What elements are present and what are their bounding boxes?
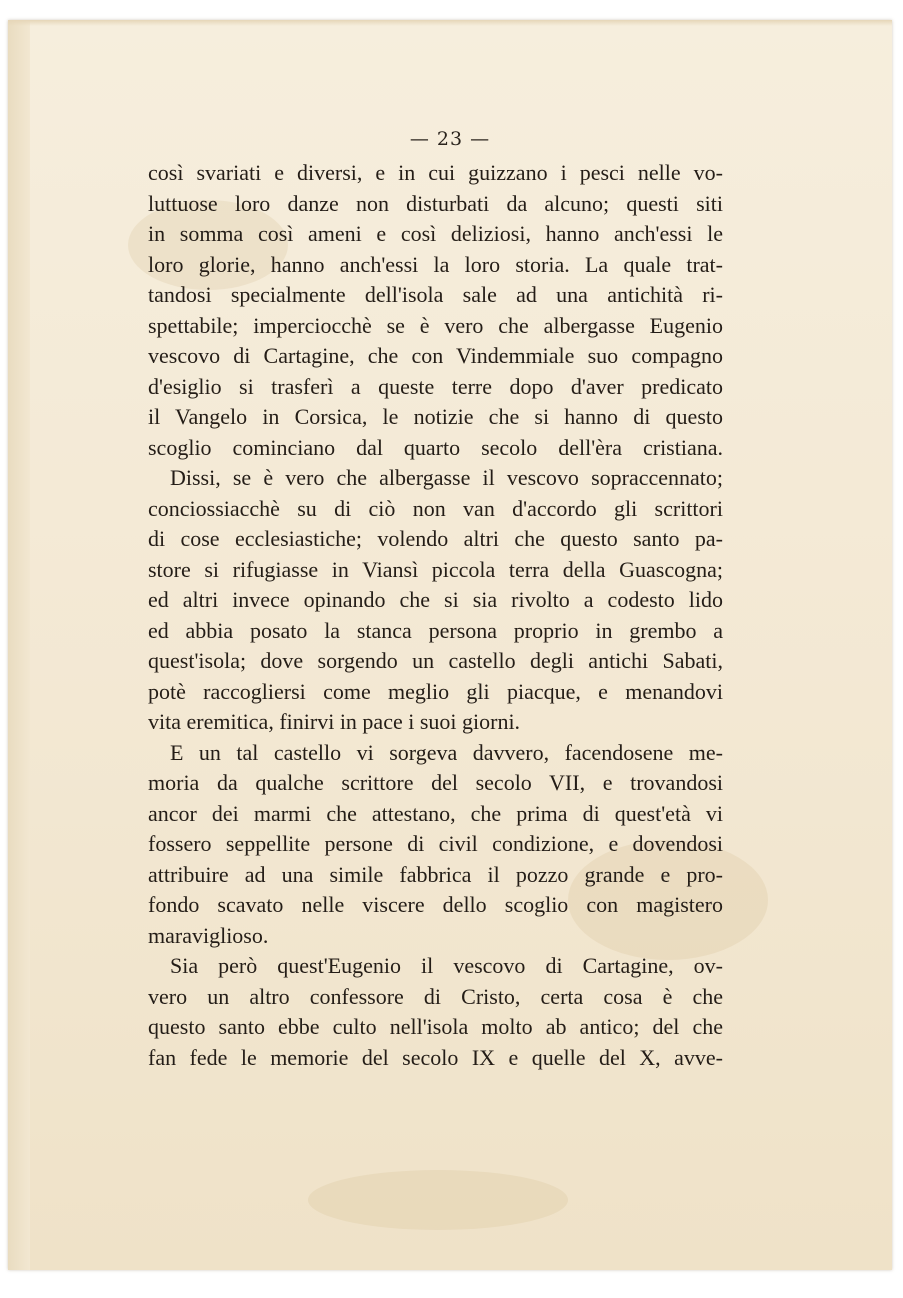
text-line: quest'isola; dove sorgendo un castello degli antichi Sabati,: [148, 648, 723, 673]
text-line: il Vangelo in Corsica, le notizie che si hanno di questo: [148, 404, 723, 429]
text-line: vero un altro confessore di Cristo, certa cosa è che: [148, 983, 723, 1009]
text-line: fan fede le memorie del secolo IX e quelle del X, avve-: [148, 1044, 723, 1070]
text-line: ed abbia posato la stanca persona proprio in grembo a: [148, 617, 723, 643]
paper-sheet: [8, 20, 892, 1270]
text-line: Dissi, se è vero che albergasse il vescovo sopraccennato;: [170, 465, 723, 490]
text-line: questo santo ebbe culto nell'isola molto ab antico; del che: [148, 1014, 723, 1039]
paragraph: [148, 463, 723, 738]
text-line: spettabile; imperciocchè se è vero che albergasse Eugenio: [148, 312, 723, 338]
paragraph: [148, 158, 723, 463]
text-line: ancor dei marmi che attestano, che prima di quest'età vi: [148, 800, 723, 826]
text-line: moria da qualche scrittore del secolo VII, e trovandosi: [148, 770, 723, 795]
paragraph: [148, 738, 723, 952]
text-line: Sia però quest'Eugenio il vescovo di Cartagine, ov-: [170, 953, 723, 978]
text-line: così svariati e diversi, e in cui guizzano i pesci nelle vo-: [148, 160, 723, 185]
text-line: fondo scavato nelle viscere dello scoglio con magistero: [148, 892, 723, 917]
text-line: scoglio cominciano dal quarto secolo dell'èra cristiana.: [148, 434, 723, 460]
text-line: attribuire ad una simile fabbrica il pozzo grande e pro-: [148, 861, 723, 887]
text-line: vescovo di Cartagine, che con Vindemmiale suo compagno: [148, 343, 723, 368]
text-line: store si rifugiasse in Viansì piccola terra della Guascogna;: [148, 556, 723, 582]
text-line: E un tal castello vi sorgeva davvero, facendosene me-: [170, 739, 723, 765]
text-line: in somma così ameni e così deliziosi, hanno anch'essi le: [148, 221, 723, 246]
paper-stain: [308, 1170, 568, 1230]
text-line: di cose ecclesiastiche; volendo altri che questo santo pa-: [148, 526, 723, 551]
text-line: maraviglioso.: [148, 922, 269, 948]
text-line: ed altri invece opinando che si sia rivolto a codesto lido: [148, 587, 723, 612]
text-line: potè raccogliersi come meglio gli piacque, e menandovi: [148, 678, 723, 704]
text-line: vita eremitica, finirvi in pace i suoi giorni.: [148, 709, 521, 734]
body-text: [148, 158, 723, 1073]
text-line: conciossiacchè su di ciò non van d'accordo gli scrittori: [148, 495, 723, 521]
text-line: tandosi specialmente dell'isola sale ad una antichità ri-: [148, 282, 723, 307]
page-gutter-edge: [8, 20, 30, 1270]
text-line: luttuose loro danze non disturbati da alcuno; questi siti: [148, 190, 723, 216]
page-number: — 23 —: [409, 128, 491, 150]
text-line: d'esiglio si trasferì a queste terre dopo d'aver predicato: [148, 373, 723, 399]
text-line: fossero seppellite persone di civil condizione, e dovendosi: [148, 831, 723, 856]
page-top-edge: [8, 20, 892, 26]
text-line: loro glorie, hanno anch'essi la loro storia. La quale trat-: [148, 251, 723, 277]
paragraph: [148, 951, 723, 1073]
